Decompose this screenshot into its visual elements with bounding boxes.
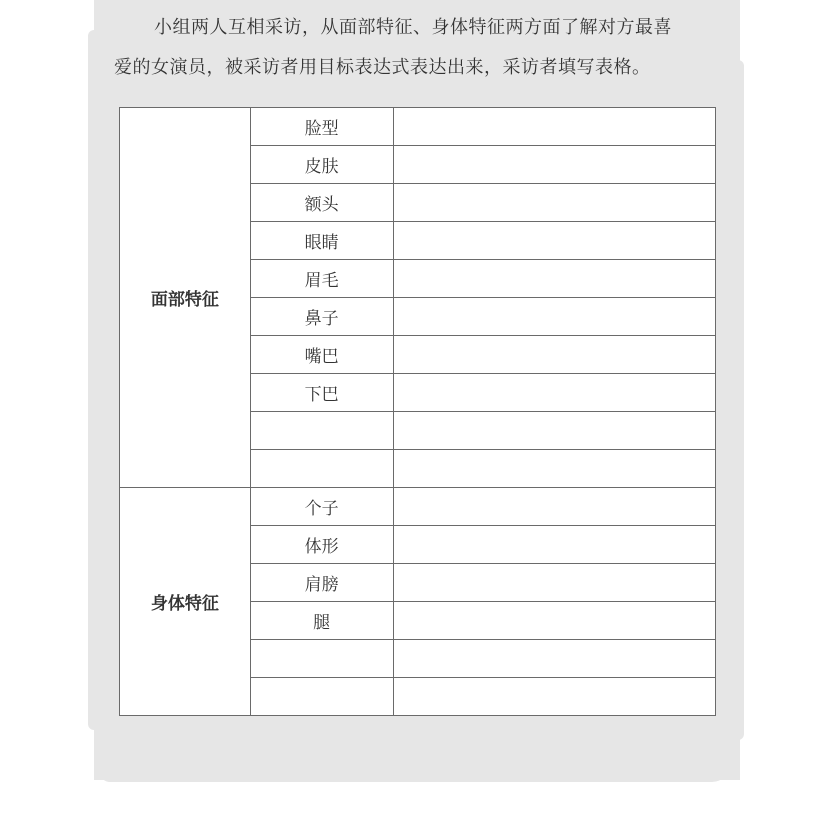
answer-cell[interactable] xyxy=(393,260,715,298)
category-cell: 面部特征 xyxy=(120,108,251,488)
answer-cell[interactable] xyxy=(393,564,715,602)
answer-cell[interactable] xyxy=(393,412,715,450)
feature-cell: 脸型 xyxy=(250,108,393,146)
answer-cell[interactable] xyxy=(393,488,715,526)
feature-cell: 眼睛 xyxy=(250,222,393,260)
table-row xyxy=(120,488,716,526)
paper-edge-right xyxy=(730,60,744,740)
feature-cell: 皮肤 xyxy=(250,146,393,184)
answer-cell[interactable] xyxy=(393,222,715,260)
feature-cell: 肩膀 xyxy=(250,564,393,602)
category-cell: 身体特征 xyxy=(120,488,251,716)
feature-cell: 额头 xyxy=(250,184,393,222)
table-row xyxy=(120,108,716,146)
survey-table-body xyxy=(120,108,716,716)
feature-cell xyxy=(250,450,393,488)
answer-cell[interactable] xyxy=(393,146,715,184)
answer-cell[interactable] xyxy=(393,336,715,374)
feature-cell xyxy=(250,412,393,450)
answer-cell[interactable] xyxy=(393,108,715,146)
answer-cell[interactable] xyxy=(393,184,715,222)
answer-cell[interactable] xyxy=(393,678,715,716)
feature-cell: 鼻子 xyxy=(250,298,393,336)
answer-cell[interactable] xyxy=(393,640,715,678)
answer-cell[interactable] xyxy=(393,526,715,564)
feature-cell: 体形 xyxy=(250,526,393,564)
answer-cell[interactable] xyxy=(393,374,715,412)
feature-cell: 腿 xyxy=(250,602,393,640)
paper-edge-bottom xyxy=(100,760,730,782)
answer-cell[interactable] xyxy=(393,450,715,488)
answer-cell[interactable] xyxy=(393,602,715,640)
answer-cell[interactable] xyxy=(393,298,715,336)
feature-cell: 个子 xyxy=(250,488,393,526)
feature-cell xyxy=(250,640,393,678)
feature-cell: 眉毛 xyxy=(250,260,393,298)
feature-cell: 嘴巴 xyxy=(250,336,393,374)
feature-cell xyxy=(250,678,393,716)
instruction-text xyxy=(114,8,728,88)
paper-edge-left xyxy=(88,30,102,730)
instruction-line-2: 爱的女演员，被采访者用目标表达式表达出来，采访者填写表格。 xyxy=(114,57,651,78)
feature-cell: 下巴 xyxy=(250,374,393,412)
survey-table xyxy=(119,107,716,716)
instruction-line-1: 小组两人互相采访，从面部特征、身体特征两方面了解对方最喜 xyxy=(154,17,672,38)
